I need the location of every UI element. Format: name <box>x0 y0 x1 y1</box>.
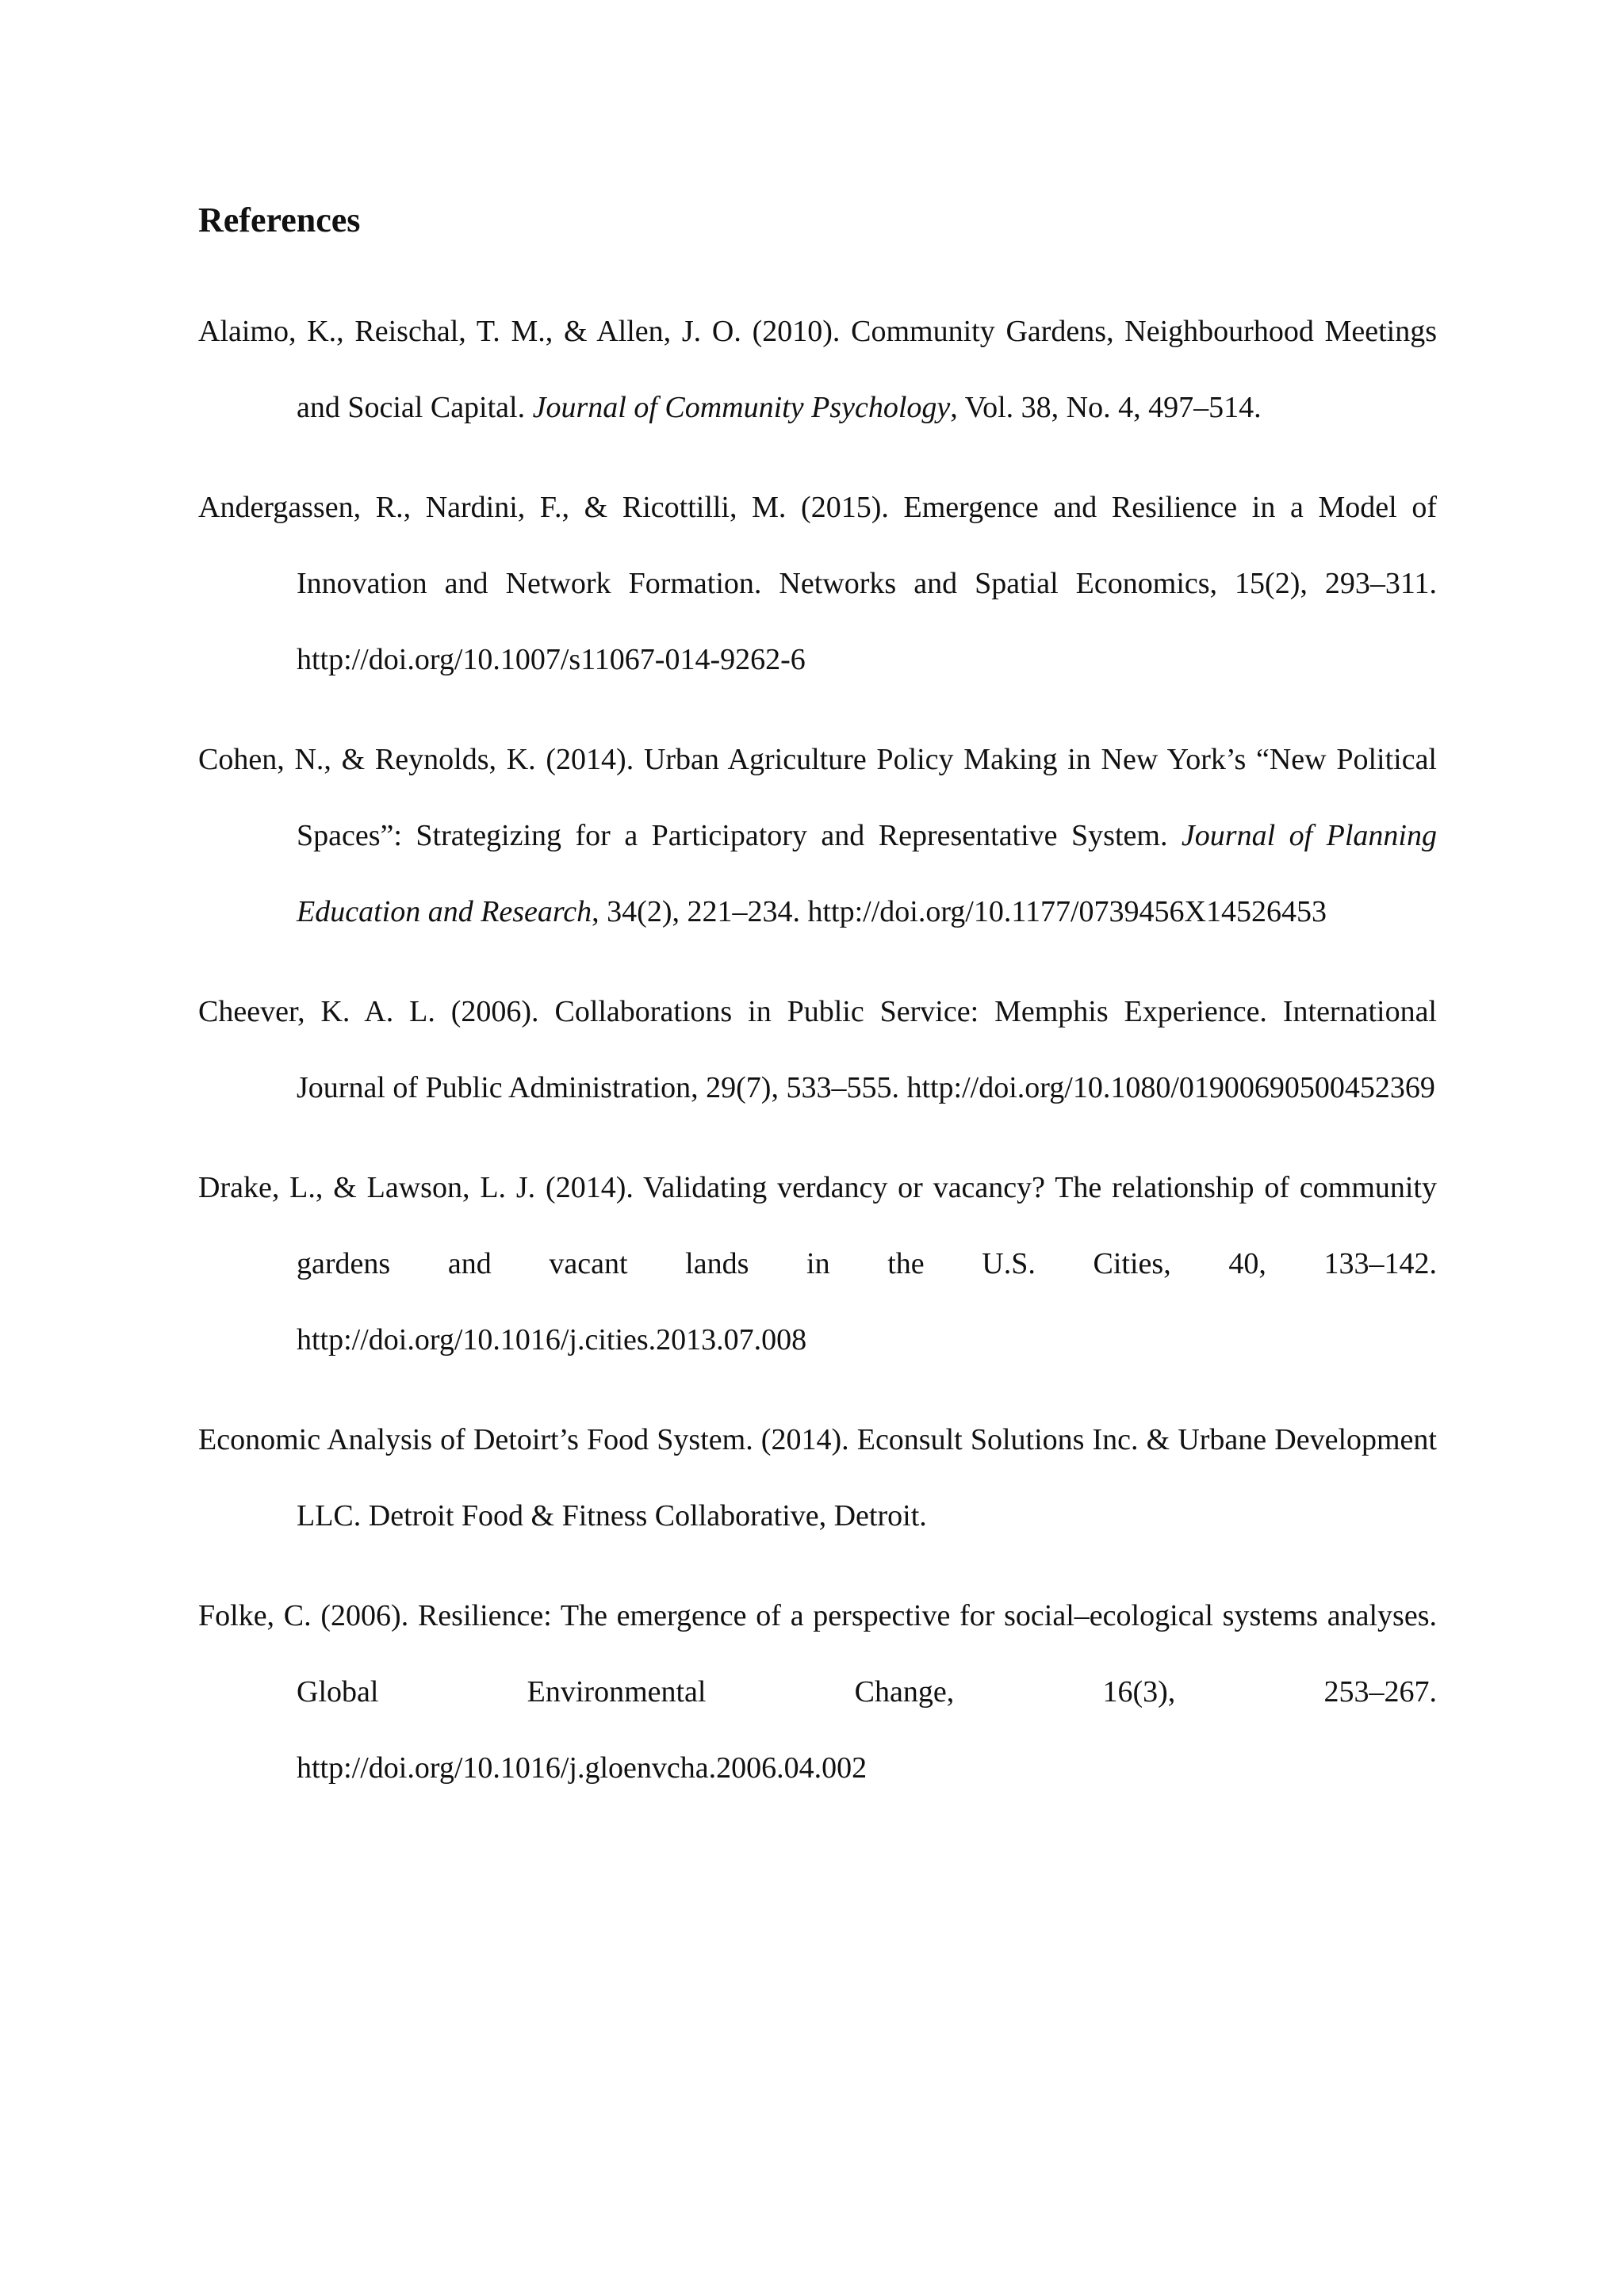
document-page <box>198 197 1437 1830</box>
reference-item-folke <box>198 1578 1437 1806</box>
reference-text: Drake, L., & Lawson, L. J. (2014). Validating verdancy or vacancy? The relationship of community gardens and vacant lands in the U.S. Cities, 40, 133–142. http://doi.org/10.1016/j.cities.2013.07.008 <box>198 1171 1437 1357</box>
reference-item-drake <box>198 1150 1437 1378</box>
reference-text: Alaimo, K., Reischal, T. M., & Allen, J. O. (2010). Community Gardens, Neighbourhood Meetings and Social Capital. <box>198 315 1437 424</box>
reference-text: Cheever, K. A. L. (2006). Collaborations in Public Service: Memphis Experience. International Journal of Public Administration, 29(7), 533–555. http://doi.org/10.1080/01900690500452369 <box>198 995 1437 1104</box>
reference-journal: Journal of Community Psychology <box>532 391 951 424</box>
reference-item-cheever <box>198 974 1437 1126</box>
reference-text: Andergassen, R., Nardini, F., & Ricottilli, M. (2015). Emergence and Resilience in a Model of Innovation and Network Formation. Networks and Spatial Economics, 15(2), 293–311. http://doi.org/10.1007/s11067-014-9262-6 <box>198 491 1437 676</box>
reference-list <box>198 293 1437 1806</box>
reference-item-andergassen <box>198 469 1437 698</box>
reference-text-tail: , 34(2), 221–234. http://doi.org/10.1177/0739456X14526453 <box>592 895 1327 928</box>
reference-text-tail: , Vol. 38, No. 4, 497–514. <box>950 391 1262 424</box>
reference-text: Folke, C. (2006). Resilience: The emergence of a perspective for social–ecological systems analyses. Global Environmental Change, 16(3), 253–267. http://doi.org/10.1016/j.gloenvcha.2006.04.002 <box>198 1599 1437 1785</box>
reference-text: Cohen, N., & Reynolds, K. (2014). Urban Agriculture Policy Making in New York’s “New Political Spaces”: Strategizing for a Participatory and Representative System. <box>198 743 1437 852</box>
reference-item-cohen <box>198 721 1437 950</box>
reference-item-economic-analysis <box>198 1402 1437 1554</box>
reference-item-alaimo <box>198 293 1437 446</box>
reference-text: Economic Analysis of Detoirt’s Food System. (2014). Econsult Solutions Inc. & Urbane Development LLC. Detroit Food & Fitness Collaborative, Detroit. <box>198 1423 1437 1533</box>
page-title: References <box>198 201 361 239</box>
reference-journal: Journal of Planning Education and Research <box>297 819 1437 928</box>
